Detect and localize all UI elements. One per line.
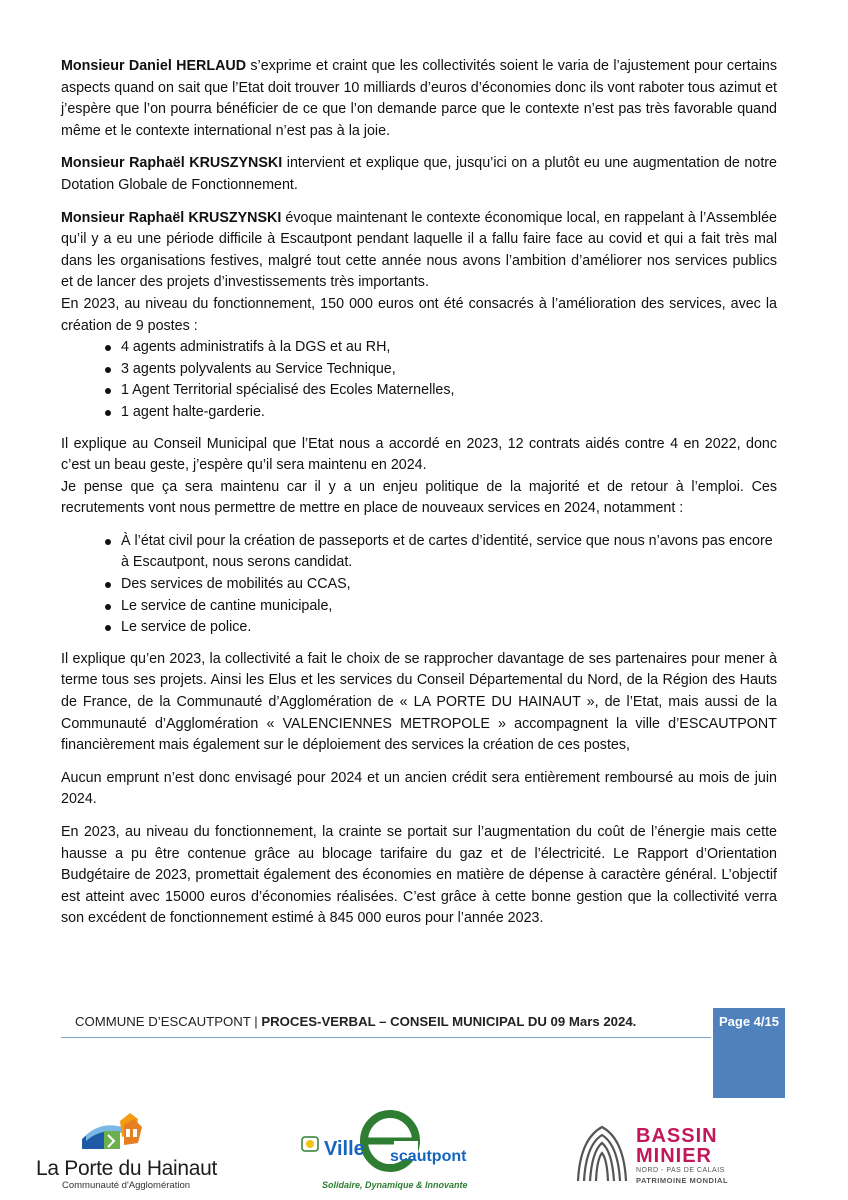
paragraph-nouveaux-services: Je pense que ça sera maintenu car il y a un enjeu politique de la majorité et de retour à l’emploi. Ces recrutements vont nous permettre de mettre en place de nouveaux services en 2024, notamment : — [61, 478, 777, 517]
ville-escautpont-tagline: Solidaire, Dynamique & Innovante — [322, 1180, 468, 1190]
bassin-minier-line2: MINIER — [636, 1145, 712, 1167]
postes-list — [61, 337, 777, 423]
paragraph-text: intervient et explique que, jusqu’ici on a plutôt eu une augmentation de notre Dotation Globale de Fonctionnement. — [61, 155, 778, 193]
speaker-name: Monsieur Raphaël KRUSZYNSKI — [61, 155, 283, 172]
bassin-minier-patrimoine: PATRIMOINE MONDIAL — [636, 1176, 729, 1185]
list-item: 4 agents administratifs à la DGS et au RH, — [121, 337, 777, 359]
ville-escautpont-logo-icon — [298, 1111, 467, 1181]
footer-document-title: PROCES-VERBAL – CONSEIL MUNICIPAL DU 09 Mars 2024. — [261, 1014, 637, 1029]
partner-logos — [0, 1105, 848, 1200]
footer-title — [75, 1014, 636, 1029]
list-item: 1 agent halte-garderie. — [121, 402, 777, 424]
paragraph-herlaud — [61, 56, 777, 142]
paragraph-kruszynski-context — [61, 208, 777, 294]
list-item: À l’état civil pour la création de passeports et de cartes d’identité, service que nous n’avons pas encore à Escautpont, nous serons candidat. — [121, 531, 777, 574]
bassin-minier-line1: BASSIN — [636, 1125, 718, 1147]
ville-escautpont-word2: scautpont — [390, 1148, 467, 1165]
footer-divider — [61, 1037, 711, 1038]
list-item: Le service de cantine municipale, — [121, 596, 777, 618]
paragraph-emprunt: Aucun emprunt n’est donc envisagé pour 2024 et un ancien crédit sera entièrement remboursé au mois de juin 2024. — [61, 769, 777, 808]
bassin-minier-region: NORD - PAS DE CALAIS — [636, 1167, 725, 1174]
porte-du-hainaut-subtitle: Communauté d'Agglomération — [62, 1180, 191, 1191]
document-body — [61, 56, 777, 941]
paragraph-kruszynski-dgf — [61, 153, 777, 196]
paragraph-text: évoque maintenant le contexte économique local, en rappelant à l’Assemblée qu’il y a eu une période difficile à Escautpont pendant laquelle il a fallu faire face au covid et qui a fait très mal dans les organisations festives, malgré tout cette année nous avons l’ambition d’améliorer nos services publics et de lancer des projets d’investissements très importants. — [61, 209, 777, 291]
porte-du-hainaut-logo-icon — [78, 1109, 150, 1157]
paragraph-partenaires: Il explique qu’en 2023, la collectivité a fait le choix de se rapprocher davantage de ses partenaires pour mener à terme tous ses projets. Ainsi les Elus et les services du Conseil Départemental du Nord, de la Région des Hauts de France, de la Communauté d’Agglomération de « LA PORTE DU HAINAUT », de l’Etat, mais aussi de la Communauté d’Agglomération « VALENCIENNES METROPOLE » accompagnent la ville d’ESCAUTPONT financièrement mais également sur le déploiement des services la création de ces postes, — [61, 650, 777, 754]
ville-escautpont-word1: Ville — [324, 1138, 365, 1160]
page-footer — [61, 1008, 785, 1098]
list-item: 1 Agent Territorial spécialisé des Ecoles Maternelles, — [121, 380, 777, 402]
speaker-name: Monsieur Raphaël KRUSZYNSKI — [61, 209, 282, 226]
list-item: Des services de mobilités au CCAS, — [121, 574, 777, 596]
list-item: Le service de police. — [121, 617, 777, 639]
porte-du-hainaut-name: La Porte du Hainaut — [36, 1157, 218, 1180]
services-list — [61, 531, 777, 639]
paragraph-postes-intro: En 2023, au niveau du fonctionnement, 150 000 euros ont été consacrés à l’amélioration des services, avec la création de 9 postes : — [61, 295, 777, 334]
speaker-name: Monsieur Daniel HERLAUD — [61, 58, 247, 74]
paragraph-contrats-aides: Il explique au Conseil Municipal que l’Etat nous a accordé en 2023, 12 contrats aidés contre 4 en 2022, donc c’est un beau geste, j’espère qu’il sera maintenu en 2024. — [61, 435, 777, 474]
bassin-minier-logo-icon — [572, 1119, 632, 1187]
footer-commune: COMMUNE D’ESCAUTPONT | — [75, 1014, 262, 1029]
paragraph-text: s’exprime et craint que les collectivités soient le varia de l’ajustement pour certains aspects quand on sait que l’Etat doit trouver 10 milliards d’euros d’économies donc ils vont raboter tous azimut et j’espère que l’on pourra bénéficier de ce que l’on demande parce que le contexte n’est pas très favorable quand même et le contexte international n’est pas à la joie. — [61, 58, 777, 139]
page-number: Page 4/15 — [719, 1014, 779, 1029]
paragraph-energie: En 2023, au niveau du fonctionnement, la crainte se portait sur l’augmentation du coût de l’énergie mais cette hausse a pu être contenue grâce au blocage tarifaire du gaz et de l’électricité. Le Rapport d’Orientation Budgétaire de 2023, promettait également des économies en matière de dépense à caractère général. L’objectif est atteint avec 15000 euros d’économies réalisées. C’est grâce à cette bonne gestion que la collectivité verra son excédent de fonctionnement estimé à 845 000 euros pour l’année 2023. — [61, 824, 777, 927]
page-number-box — [713, 1008, 785, 1098]
list-item: 3 agents polyvalents au Service Technique, — [121, 359, 777, 381]
